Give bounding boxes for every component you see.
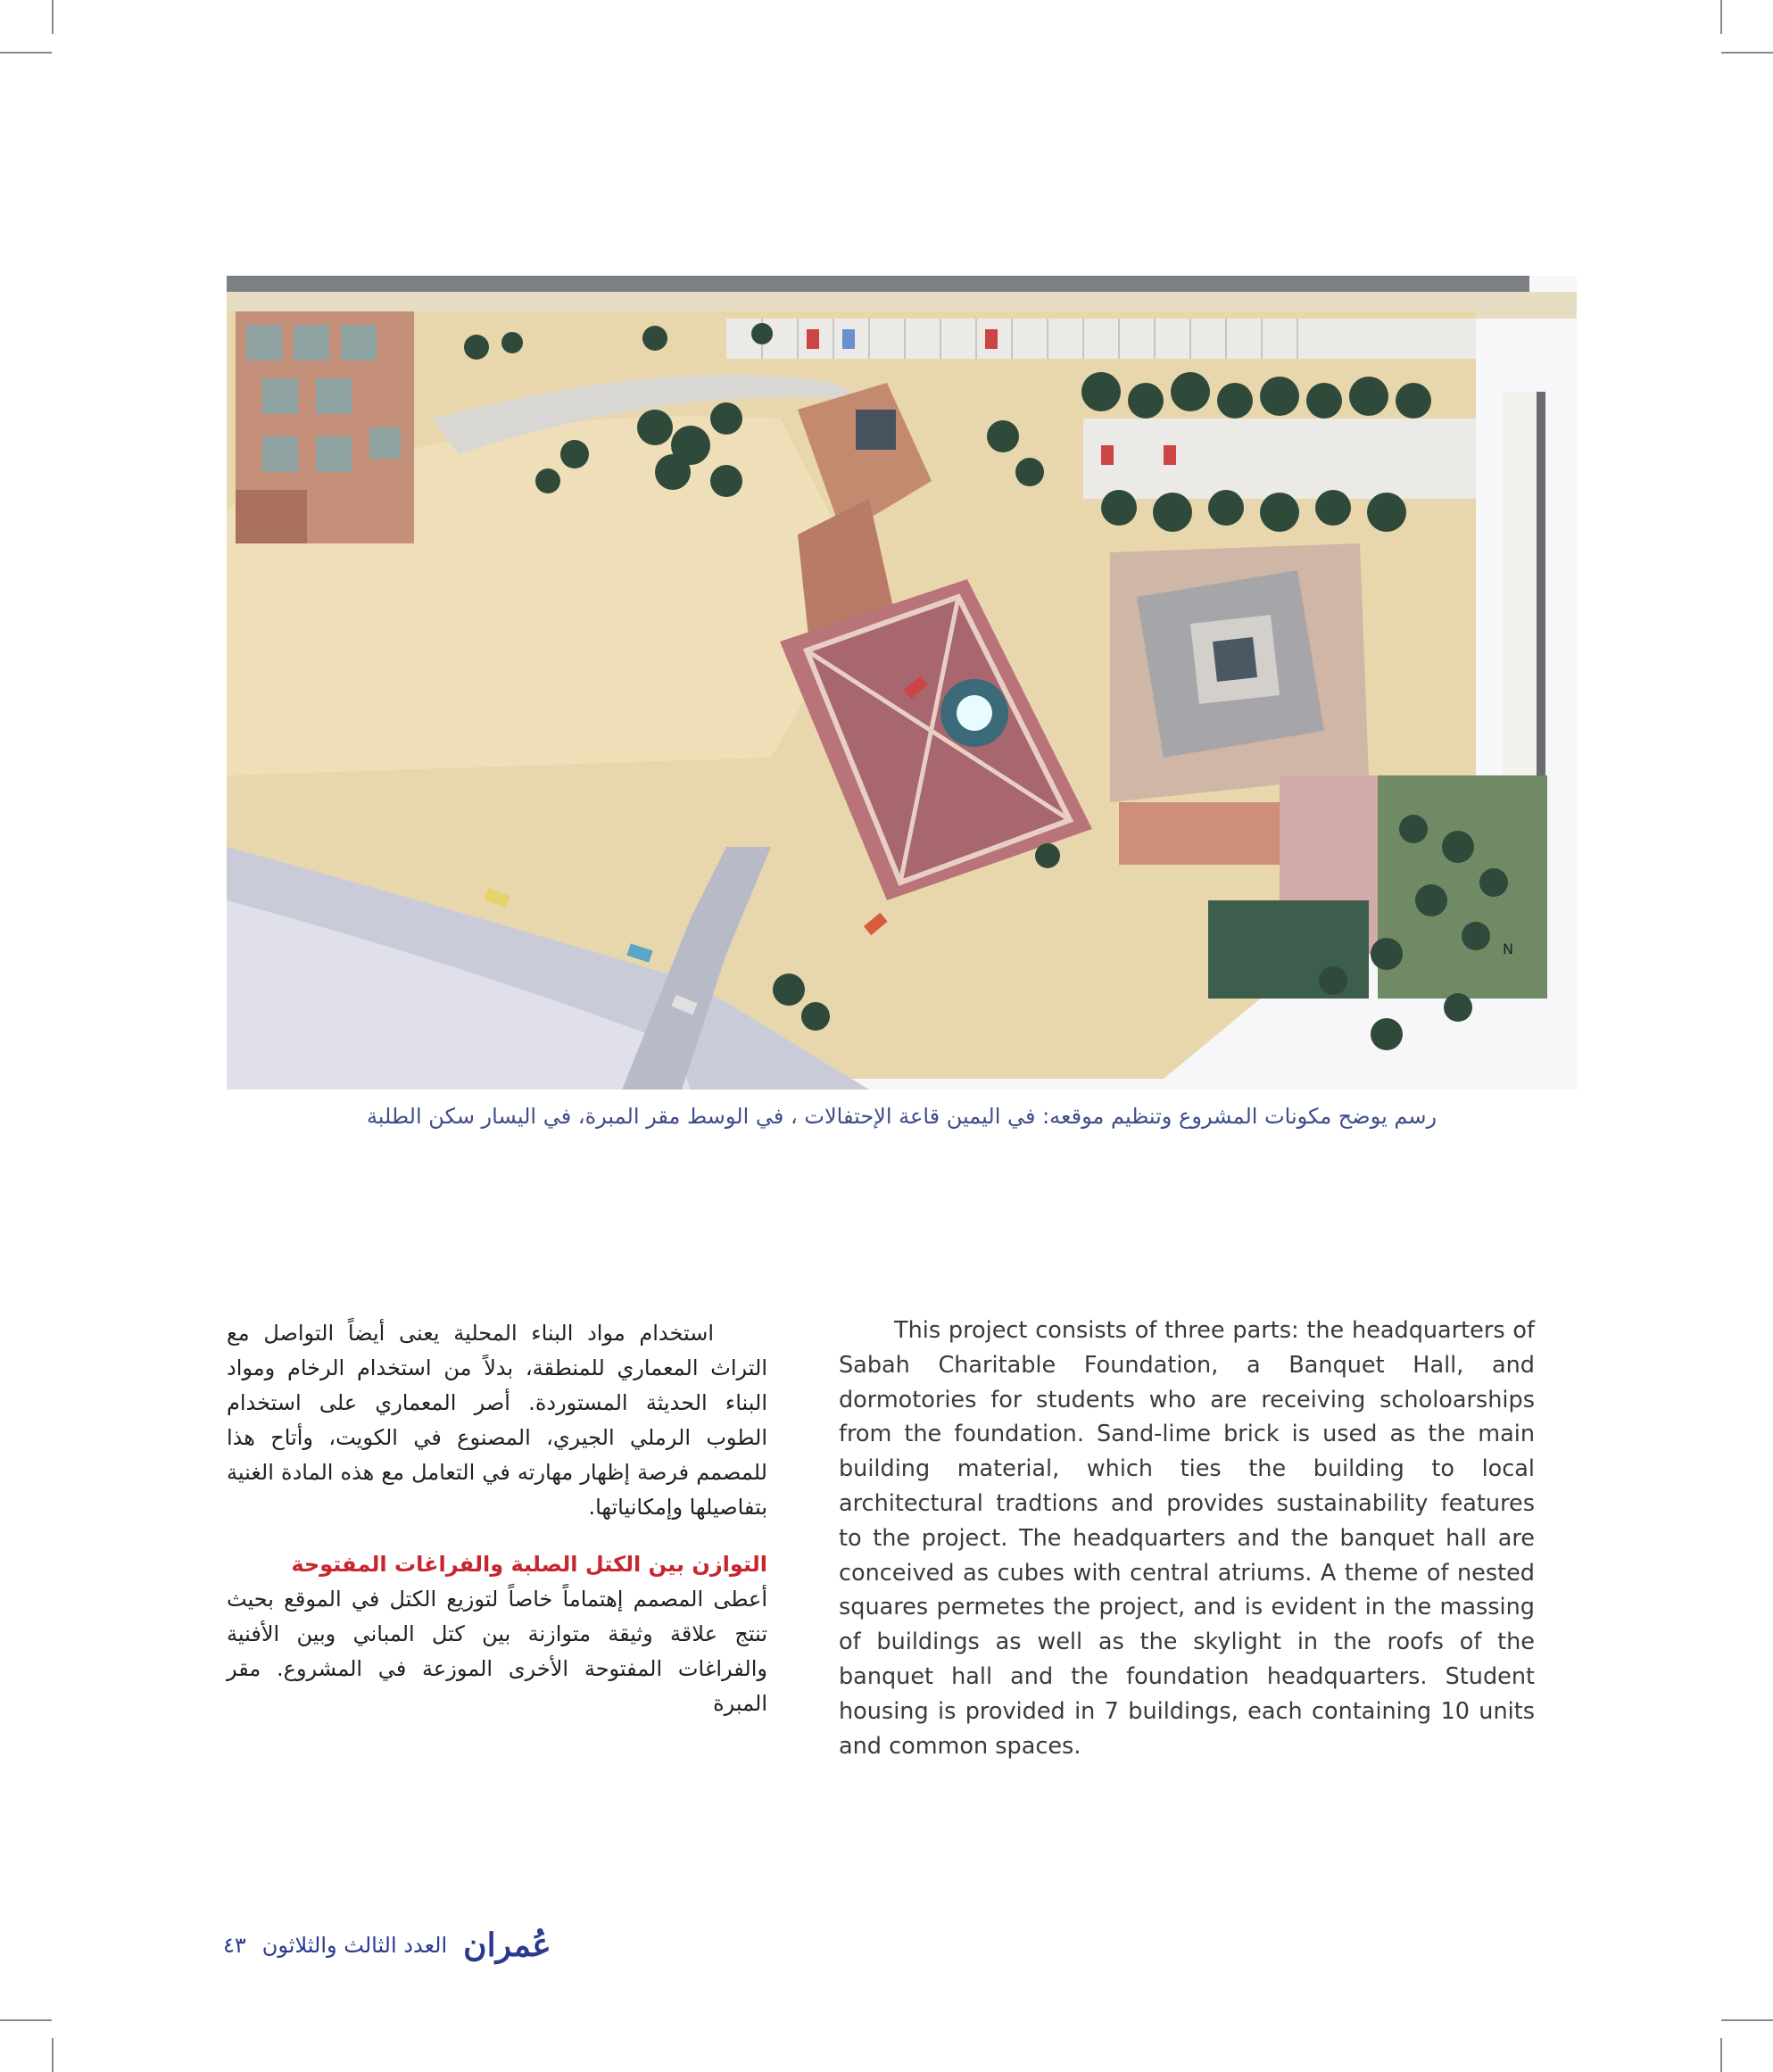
arabic-section-heading: التوازن بين الكتل الصلبة والفراغات المفتوحة (291, 1552, 767, 1577)
arabic-column (227, 1316, 767, 1721)
crop-mark (1720, 0, 1722, 34)
arabic-paragraph-2: أعطى المصمم إهتماماً خاصاً لتوزيع الكتل في الموقع بحيث تنتج علاقة وثيقة متوازنة بين كتل المباني وبين الأفنية والفراغات المفتوحة الأخرى الموزعة في المشروع. مقر المبرة (227, 1587, 767, 1716)
page-number: ٤٣ (223, 1933, 246, 1958)
crop-mark (1720, 2038, 1722, 2072)
site-plan-illustration (227, 276, 1577, 1090)
crop-mark (0, 2019, 52, 2021)
north-label: N (1503, 941, 1513, 957)
crop-mark (1721, 2019, 1773, 2021)
crop-mark (52, 2038, 54, 2072)
english-paragraph: This project consists of three parts: the headquarters of Sabah Charitable Foundation, a Banquet Hall, and dormotories for students who are receiving scholoarships from the foundation. Sand-lime brick is used as the main building material, which ties the building to local architectural tradtions and provides sustainability features to the project. The headquarters and the banquet hall are conceived as cubes with central atriums. A theme of nested squares permetes the project, and is evident in the massing of buildings as well as the skylight in the roofs of the banquet hall and the foundation headquarters. Student housing is provided in 7 buildings, each containing 10 units and common spaces. (839, 1317, 1535, 1760)
figure-caption: رسم يوضح مكونات المشروع وتنظيم موقعه: في اليمين قاعة الإحتفالات ، في الوسط مقر المبرة، في اليسار سكن الطلبة (366, 1104, 1437, 1129)
crop-mark (0, 52, 52, 54)
magazine-logo: عُمران (463, 1927, 551, 1964)
issue-label: العدد الثالث والثلاثون (261, 1933, 448, 1958)
crop-mark (1721, 52, 1773, 54)
arabic-paragraph-1: استخدام مواد البناء المحلية يعنى أيضاً التواصل مع التراث المعماري للمنطقة، بدلاً من استخدام الرخام ومواد البناء الحديثة المستوردة. أصر المعماري على استخدام الطوب الرملي الجيري، المصنوع في الكويت، وأتاح هذا للمصمم فرصة إظهار مهارته في التعامل مع هذه المادة الغنية بتفاصيلها وإمكانياتها. (227, 1321, 767, 1520)
page-footer (223, 1923, 551, 1968)
crop-mark (52, 0, 54, 34)
